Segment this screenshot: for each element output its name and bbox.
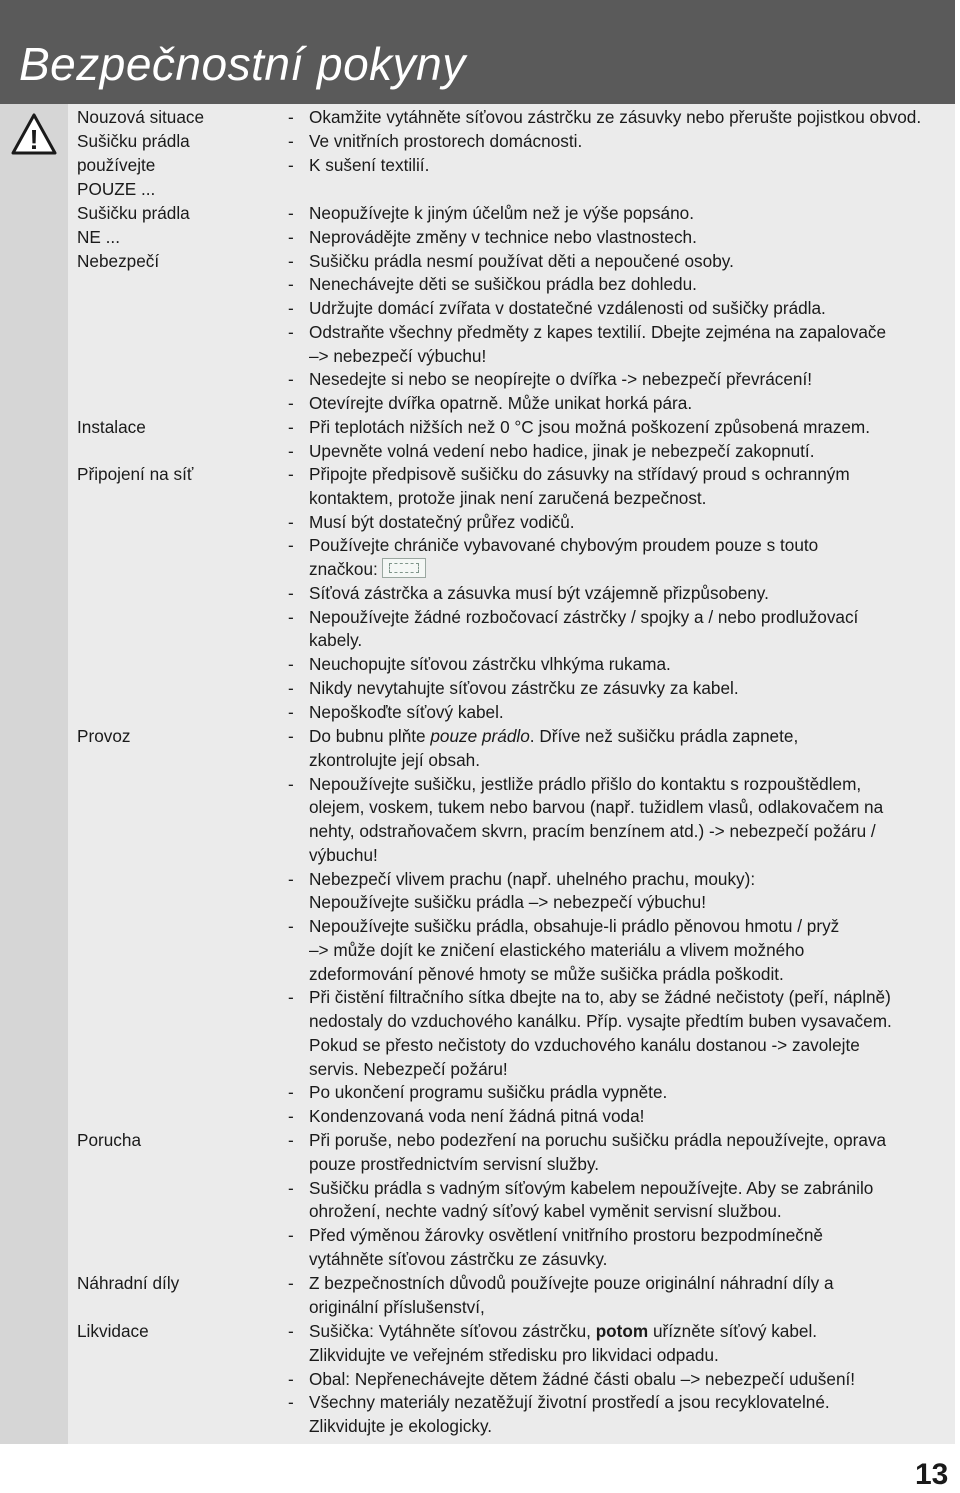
item-text: Nepoškoďte síťový kabel. <box>309 701 504 722</box>
bullet-dash: - <box>288 677 294 698</box>
bullet-dash: - <box>288 464 294 484</box>
list-item <box>285 1224 945 1272</box>
header-bar <box>0 0 955 104</box>
list-item <box>285 368 945 392</box>
instruction-list <box>285 106 945 130</box>
item-text: Síťová zástrčka a zásuvka musí být vzájemně přizpůsobeny. <box>309 582 769 603</box>
list-item <box>285 701 945 725</box>
section-label: Likvidace <box>77 1321 149 1341</box>
item-text: Odstraňte všechny předměty z kapes textilií. Dbejte zejména na zapalovače –> nebezpečí výbuchu! <box>309 321 887 366</box>
item-text: Neuchopujte síťovou zástrčku vlhkýma rukama. <box>309 654 671 674</box>
list-item <box>285 986 945 1081</box>
instruction-list <box>285 130 945 178</box>
list-item <box>285 202 945 226</box>
bullet-dash: - <box>288 701 294 722</box>
bullet-dash: - <box>288 393 294 413</box>
bullet-dash: - <box>288 440 294 461</box>
item-text: Sušičku prádla s vadným síťovým kabelem nepoužívejte. Aby se zabránilo ohrožení, nechte vadný síťový kabel vyměnit servisní službou. <box>309 1177 874 1222</box>
list-item <box>285 154 945 178</box>
bullet-dash: - <box>288 1106 294 1126</box>
item-text: Nikdy nevytahujte síťovou zástrčku ze zásuvky za kabel. <box>309 677 739 698</box>
section-label: Nouzová situace <box>77 107 205 127</box>
list-item <box>285 1320 945 1368</box>
bullet-dash: - <box>288 154 294 175</box>
list-item <box>285 1105 945 1129</box>
page-title: Bezpečnostní pokyny <box>19 38 466 90</box>
item-text: Nebezpečí vlivem prachu (např. uhelného prachu, mouky): Nepoužívejte sušičku prádla –> nebezpečí výbuchu! <box>309 868 756 913</box>
list-item <box>285 606 945 654</box>
bullet-dash: - <box>288 511 294 532</box>
list-item <box>285 582 945 606</box>
item-text: K sušení textilií. <box>309 154 430 175</box>
bullet-dash: - <box>288 1321 294 1341</box>
bullet-dash: - <box>288 131 294 151</box>
item-text: Používejte chrániče vybavované chybovým proudem pouze s touto značkou: <box>309 535 819 579</box>
bullet-dash: - <box>288 1273 294 1293</box>
list-item <box>285 1368 945 1392</box>
item-text-start: Do bubnu plňte <box>309 726 431 746</box>
item-text: Musí být dostatečný průřez vodičů. <box>309 511 575 532</box>
item-text: Neopužívejte k jiným účelům než je výše popsáno. <box>309 203 695 223</box>
list-item <box>285 416 945 440</box>
item-text: Obal: Nepřenechávejte dětem žádné části obalu –> nebezpečí udušení! <box>309 1368 856 1389</box>
item-text: Před výměnou žárovky osvětlení vnitřního prostoru bezpodmínečně vytáhněte síťovou zástrčku ze zásuvky. <box>309 1225 823 1269</box>
bullet-dash: - <box>288 298 294 318</box>
item-text: Po ukončení programu sušičku prádla vypněte. <box>309 1082 668 1103</box>
bullet-dash: - <box>288 987 294 1008</box>
list-item <box>285 273 945 297</box>
list-item <box>285 297 945 321</box>
instruction-list <box>285 1320 945 1439</box>
list-item <box>285 440 945 464</box>
page-number: 13 <box>915 1458 949 1491</box>
bullet-dash: - <box>288 1130 294 1150</box>
list-item <box>285 1177 945 1225</box>
item-text: Nenechávejte děti se sušičkou prádla bez dohledu. <box>309 274 697 295</box>
bullet-dash: - <box>288 1368 294 1389</box>
item-text-start: Sušička: Vytáhněte síťovou zástrčku, <box>309 1321 596 1341</box>
instruction-list <box>285 463 945 724</box>
bullet-dash: - <box>288 1392 294 1413</box>
list-item <box>285 392 945 416</box>
list-item <box>285 725 945 773</box>
list-item <box>285 915 945 986</box>
section-label: Náhradní díly <box>77 1273 180 1293</box>
item-text: Ve vnitřních prostorech domácnosti. <box>309 131 583 151</box>
item-text: Připojte předpisově sušičku do zásuvky na střídavý proud s ochranným kontaktem, protože jinak není zaručená bezpečnost. <box>309 464 850 508</box>
item-text-emphasis: pouze prádlo <box>430 726 530 746</box>
bullet-dash: - <box>288 1177 294 1198</box>
instruction-list <box>285 416 945 464</box>
list-item <box>285 534 945 582</box>
list-item <box>285 1391 945 1439</box>
item-text: Okamžite vytáhněte síťovou zástrčku ze zásuvky nebo přerušte pojistkou obvod. <box>309 107 922 127</box>
item-text: Nepoužívejte sušičku prádla, obsahuje-li prádlo pěnovou hmotu / pryž –> může dojít ke zničení elastického materiálu a vlivem možného zdeformování pěnové hmoty se může sušička prádla poškodit. <box>309 916 840 984</box>
bullet-dash: - <box>288 654 294 674</box>
bullet-dash: - <box>288 1225 294 1245</box>
item-text <box>309 726 798 770</box>
section-label: Provoz <box>77 726 131 746</box>
item-text: Upevněte volná vedení nebo hadice, jinak je nebezpečí zakopnutí. <box>309 440 815 461</box>
item-text: Nepoužívejte sušičku, jestliže prádlo přišlo do kontaktu s rozpouštědlem, olejem, voskem, tukem nebo barvou (např. tužidlem vlasů, odlakovačem na nehty, odstraňovačem skvrn, pracím benzínem atd.) -> nebezpečí požáru / výbuchu! <box>309 773 884 865</box>
item-text: Při teplotách nižších než 0 °C jsou možná poškození způsobená mrazem. <box>309 417 870 437</box>
list-item <box>285 773 945 868</box>
list-item <box>285 511 945 535</box>
bullet-dash: - <box>288 250 294 271</box>
rcd-symbol-icon <box>382 558 426 578</box>
section-label: Porucha <box>77 1130 142 1150</box>
bullet-dash: - <box>288 369 294 390</box>
bullet-dash: - <box>288 1082 294 1103</box>
list-item <box>285 1081 945 1105</box>
section-label: Sušičku prádla NE ... Nebezpečí <box>77 203 190 271</box>
bullet-dash: - <box>288 417 294 437</box>
item-text: Nesedejte si nebo se neopírejte o dvířka -> nebezpečí převrácení! <box>309 369 813 390</box>
section-label: Připojení na síť <box>77 464 194 484</box>
item-text: Při čistění filtračního sítka dbejte na to, aby se žádné nečistoty (peří, náplně) nedostaly do vzduchového kanálku. Příp. vysajte předtím buben vysavačem. Pokud se přesto nečistoty do vzduchového kanálu dostanou -> zavolejte servis. Nebezpečí požáru! <box>309 987 892 1079</box>
list-item <box>285 250 945 274</box>
bullet-dash: - <box>288 916 294 936</box>
item-text-bold: potom <box>595 1321 649 1341</box>
item-text: Udržujte domácí zvířata v dostatečné vzdálenosti od sušičky prádla. <box>309 298 826 318</box>
item-text-end: uřízněte síťový kabel. Zlikvidujte ve veřejném středisku pro likvidaci odpadu. <box>309 1321 818 1365</box>
bullet-dash: - <box>288 726 294 746</box>
list-item <box>285 1129 945 1177</box>
item-text: Neprovádějte změny v technice nebo vlastnostech. <box>309 226 697 247</box>
warning-triangle-icon <box>11 113 57 155</box>
item-text-end: . Dříve než sušičku prádla zapnete, zkontrolujte její obsah. <box>309 726 799 770</box>
list-item <box>285 868 945 916</box>
bullet-dash: - <box>288 226 294 247</box>
instruction-list <box>285 725 945 1129</box>
list-item <box>285 106 945 130</box>
item-text: Sušičku prádla nesmí používat děti a nepoučené osoby. <box>309 250 734 271</box>
section-label: Sušičku prádla používejte POUZE ... <box>77 131 190 199</box>
item-text: Při poruše, nebo podezření na poruchu sušičku prádla nepoužívejte, oprava pouze prostřednictvím servisní služby. <box>309 1130 887 1174</box>
side-panel <box>0 104 68 1444</box>
bullet-dash: - <box>288 582 294 603</box>
svg-text:!: ! <box>29 124 39 155</box>
bullet-dash: - <box>288 773 294 794</box>
item-text <box>309 1321 817 1365</box>
item-text: Z bezpečnostních důvodů používejte pouze originální náhradní díly a originální příslušenství, <box>309 1273 834 1317</box>
list-item <box>285 321 945 369</box>
list-item <box>285 463 945 511</box>
list-item <box>285 677 945 701</box>
section-label: Instalace <box>77 417 146 437</box>
bullet-dash: - <box>288 606 294 627</box>
list-item <box>285 653 945 677</box>
bullet-dash: - <box>288 321 294 342</box>
instruction-list <box>285 202 945 416</box>
item-text: Otevírejte dvířka opatrně. Může unikat horká pára. <box>309 393 693 413</box>
instruction-list <box>285 1129 945 1272</box>
bullet-dash: - <box>288 868 294 889</box>
bullet-dash: - <box>288 274 294 295</box>
item-text: Kondenzovaná voda není žádná pitná voda! <box>309 1106 645 1126</box>
item-text: Nepoužívejte žádné rozbočovací zástrčky / spojky a / nebo prodlužovací kabely. <box>309 606 859 651</box>
bullet-dash: - <box>288 107 294 127</box>
item-text: Všechny materiály nezatěžují životní prostředí a jsou recyklovatelné. Zlikvidujte je ekologicky. <box>309 1392 830 1436</box>
bullet-dash: - <box>288 535 294 556</box>
list-item <box>285 130 945 154</box>
list-item <box>285 1272 945 1320</box>
instruction-list <box>285 1272 945 1320</box>
list-item <box>285 226 945 250</box>
bullet-dash: - <box>288 203 294 223</box>
